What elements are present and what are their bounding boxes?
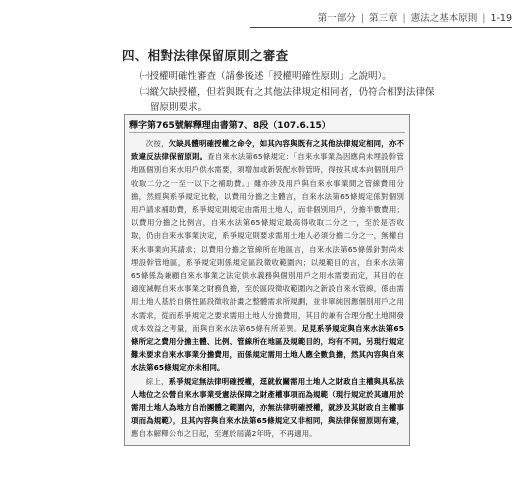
list-item-2-continued: 留原則要求。 xyxy=(150,102,208,113)
header-rule xyxy=(250,27,512,28)
excerpt-paragraph-2 xyxy=(131,375,404,441)
excerpt-text: 應自本解釋公布之日起，至遲於屆滿2年時，不再適用。 xyxy=(131,429,317,439)
excerpt-body xyxy=(131,137,404,441)
interpretation-excerpt-box xyxy=(124,114,410,446)
excerpt-text: 查自來水法第65條規定：「自來水事業為因應尚未埋設幹管地區個別自來水用戶供水需要，須增加或新裝配水幹管時，得按其成本向個別用戶收取二分之一至一以下之補助費。」雖亦涉及用戶與自來水事業間之管線費用分擔，然經與系爭規定比較，以費用分擔之主體言，自來水法第65條規定係對個別用戶請求補助費，系爭規定則規定由需用土地人，而非個別用戶，分擔半數費用；以費用分擔之比例言，自來水法第65條規定最高得收取二分之一，至於是否收取，仍由自來水事業決定，系爭規定則要求需用土地人必須分擔二分之一，無權自來水事業向其請求；以費用分擔之管線所在地區言，自來水法第65條係針對尚未埋設幹管地區，系爭規定則係規定區段徵收範圍內；以規範目的言，自來水法第65條係為兼顧自來水事業之法定供水義務與個別用戶之用水需要而定，其目的在適度減輕自來水事業之財務負擔，至於區段徵收範圍內之新設自來水管線，係由需用土地人基於自償性區段徵收計畫之整體需求所規劃，並非單純因應個別用戶之用水需求，從而系爭規定之要求需用土地人分擔費用，其目的兼有合理分配土地開發成本效益之考量，而與自來水法第65條有所差異。 xyxy=(131,152,404,333)
header-separator: | xyxy=(482,13,486,24)
excerpt-tag-divider xyxy=(129,132,405,133)
section-title: 四、相對法律保留原則之審查 xyxy=(122,48,289,63)
excerpt-emphasis-text: 欠缺具體明確授權之命令，如其內容與既有之其他法律規定相同，亦不致違反法律保留原則。 xyxy=(131,139,405,162)
list-item-2: ㈡縱欠缺授權，但若與既有之其他法律規定相同者，仍符合相對法律保 xyxy=(140,87,435,98)
excerpt-emphasis-text: 足見系爭規定與自來水法第65條所定之費用分擔主體、比例、管線所在地區及規範目的，均有不同。另現行規定難未要求自來水事業分擔費用，而係規定需用土地人應全數負擔，然其內容與自來水法第65條規定亦未相同。 xyxy=(131,323,404,373)
page-number: 1-19 xyxy=(490,13,512,24)
header-chapter: 第三章 xyxy=(369,13,398,24)
header-separator: | xyxy=(402,13,406,24)
excerpt-paragraph-1 xyxy=(131,137,404,375)
header-part: 第一部分 xyxy=(317,13,356,24)
excerpt-emphasis-text: 系爭規定無法律明確授權，逕就攸關需用土地人之財政自主權與具私法人地位之公營自來水事業受憲法保障之財產權事項而為規範（現行規定於其適用於需用土地人為地方自治團體之範圍內，亦無法律明確授權，就涉及其財政自主權事項而為規範），且其內容與自來水法第65條規定又非相同，與法律保留原則有違， xyxy=(131,376,405,426)
header-topic: 憲法之基本原則 xyxy=(410,13,478,24)
excerpt-text: 綜上， xyxy=(145,376,169,386)
header-separator: | xyxy=(360,13,364,24)
running-header xyxy=(250,10,512,26)
excerpt-text: 次按， xyxy=(145,139,169,148)
excerpt-source-tag: 釋字第765號解釋理由書第7、8段（107.6.15） xyxy=(129,121,331,131)
list-item-1: ㈠授權明確性審查（請參後述「授權明確性原則」之說明）。 xyxy=(140,71,392,82)
